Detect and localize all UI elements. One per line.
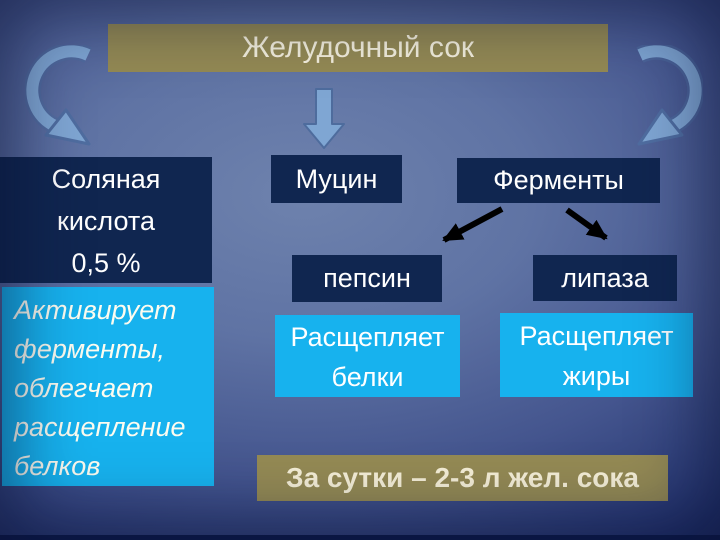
title-box (108, 24, 608, 72)
lipase-note-box (500, 313, 693, 397)
footer-text: За сутки – 2-3 л жел. сока (286, 462, 639, 493)
hcl-box (0, 157, 212, 283)
lipase-label: липаза (561, 263, 649, 293)
hcl-note-line: облегчает (14, 373, 154, 403)
hcl-note-line: ферменты, (14, 334, 165, 364)
mucin-box (271, 155, 402, 203)
lipase-box (533, 255, 677, 301)
pepsin-box (292, 255, 442, 302)
hcl-line: 0,5 % (71, 248, 141, 278)
lipase-note-line: жиры (562, 361, 631, 391)
black-split-arrows-icon (410, 200, 630, 255)
lipase-note-line: Расщепляет (519, 321, 674, 351)
footer-box (257, 455, 668, 501)
hcl-note-box (2, 287, 214, 486)
curved-arrow-left-icon (25, 45, 110, 150)
pepsin-note-box (275, 315, 460, 397)
hcl-line: Соляная (51, 164, 161, 194)
down-arrow-icon (302, 88, 346, 150)
mucin-label: Муцин (295, 164, 378, 194)
curved-arrow-right-icon (618, 45, 703, 150)
pepsin-note-line: белки (331, 362, 404, 392)
slide-title: Желудочный сок (241, 31, 475, 64)
enzymes-box (457, 158, 660, 203)
bottom-edge-strip (0, 535, 720, 540)
pepsin-note-line: Расщепляет (290, 322, 445, 352)
hcl-note-line: Активирует (14, 295, 177, 325)
enzymes-label: Ферменты (493, 165, 624, 195)
hcl-note-line: расщепление (14, 412, 186, 442)
hcl-note-line: белков (14, 451, 101, 481)
hcl-line: кислота (57, 206, 155, 236)
pepsin-label: пепсин (323, 263, 411, 293)
